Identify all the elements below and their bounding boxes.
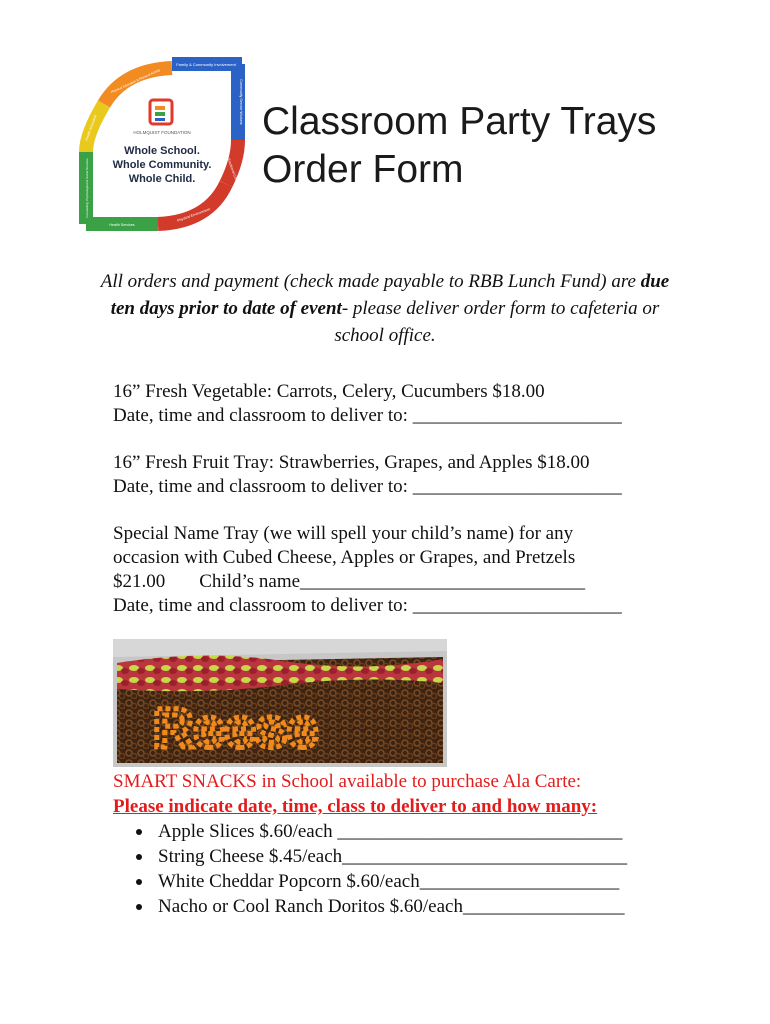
logo-tagline-1: Whole School. — [124, 145, 200, 157]
name-tray-delivery-field[interactable]: Date, time and classroom to deliver to: ______________________ — [113, 595, 622, 616]
page-title-line-2: Order Form — [262, 148, 464, 191]
fruit-tray-item — [113, 451, 622, 499]
smart-snacks-heading: SMART SNACKS in School available to purchase Ala Carte: — [113, 771, 582, 792]
logo-org-name: HOLMQUIST FOUNDATION — [133, 130, 191, 135]
smart-snacks-list — [113, 819, 627, 919]
name-tray-line-1: Special Name Tray (we will spell your child’s name) for any — [113, 523, 574, 544]
logo-tagline-3: Whole Child. — [128, 173, 196, 185]
logo-label-counseling: Counseling, Psychological & Social Services — [85, 158, 89, 218]
intro-deadline: due ten days prior to date of event — [110, 271, 670, 319]
intro-text-2: - please deliver order form to cafeteria or school office. — [334, 298, 660, 346]
photo-name-lettering: Reese — [153, 696, 319, 759]
logo-label-physical-ed: Physical Education & Physical Activity — [110, 67, 161, 95]
snack-item-apple-slices[interactable]: Apple Slices $.60/each ______________________________ — [136, 819, 627, 844]
name-tray-line-2: occasion with Cubed Cheese, Apples or Grapes, and Pretzels — [113, 547, 576, 568]
logo-label-health-services: Health Services — [109, 223, 135, 227]
fruit-tray-description: 16” Fresh Fruit Tray: Strawberries, Grapes, and Apples $18.00 — [113, 452, 590, 473]
name-tray-price-row — [113, 570, 622, 594]
logo-label-physical-env: Physical Environment — [176, 207, 211, 223]
name-tray-photo-graphic — [113, 639, 447, 767]
intro-text-1: All orders and payment (check made payable to RBB Lunch Fund) are — [100, 271, 641, 292]
fruit-tray-delivery-field[interactable]: Date, time and classroom to deliver to: ______________________ — [113, 476, 622, 497]
logo-label-family: Family & Community Involvement — [176, 62, 236, 67]
vegetable-tray-description: 16” Fresh Vegetable: Carrots, Celery, Cucumbers $18.00 — [113, 381, 545, 402]
snack-item-doritos[interactable]: Nacho or Cool Ranch Doritos $.60/each_________________ — [136, 894, 627, 919]
logo-label-health-ed: Health Education — [84, 114, 98, 142]
logo-tagline-2: Whole Community. — [112, 159, 212, 171]
snack-item-string-cheese[interactable]: String Cheese $.45/each______________________________ — [136, 844, 627, 869]
vegetable-tray-item — [113, 380, 622, 428]
name-tray-price: $21.00 — [113, 571, 166, 592]
snack-item-popcorn[interactable]: White Cheddar Popcorn $.60/each_____________________ — [136, 869, 627, 894]
vegetable-tray-delivery-field[interactable]: Date, time and classroom to deliver to: ______________________ — [113, 405, 622, 426]
page-title-line-1: Classroom Party Trays — [262, 100, 657, 143]
child-name-field[interactable]: Child’s name______________________________ — [199, 571, 586, 592]
logo-label-social: Social & Emotional Climate — [221, 144, 241, 187]
page-title — [262, 98, 656, 194]
smart-snacks-instruction: Please indicate date, time, class to deliver to and how many: — [113, 796, 598, 817]
name-tray-photo — [113, 639, 447, 767]
logo-label-community: Community Service Workers — [239, 79, 243, 125]
foundation-logo — [78, 56, 246, 232]
name-tray-item — [113, 522, 622, 618]
logo-segment-red — [158, 184, 226, 224]
logo-graphic — [78, 56, 246, 232]
intro-paragraph — [100, 268, 670, 349]
logo-emblem — [150, 100, 172, 124]
smart-snacks-section — [113, 769, 627, 919]
